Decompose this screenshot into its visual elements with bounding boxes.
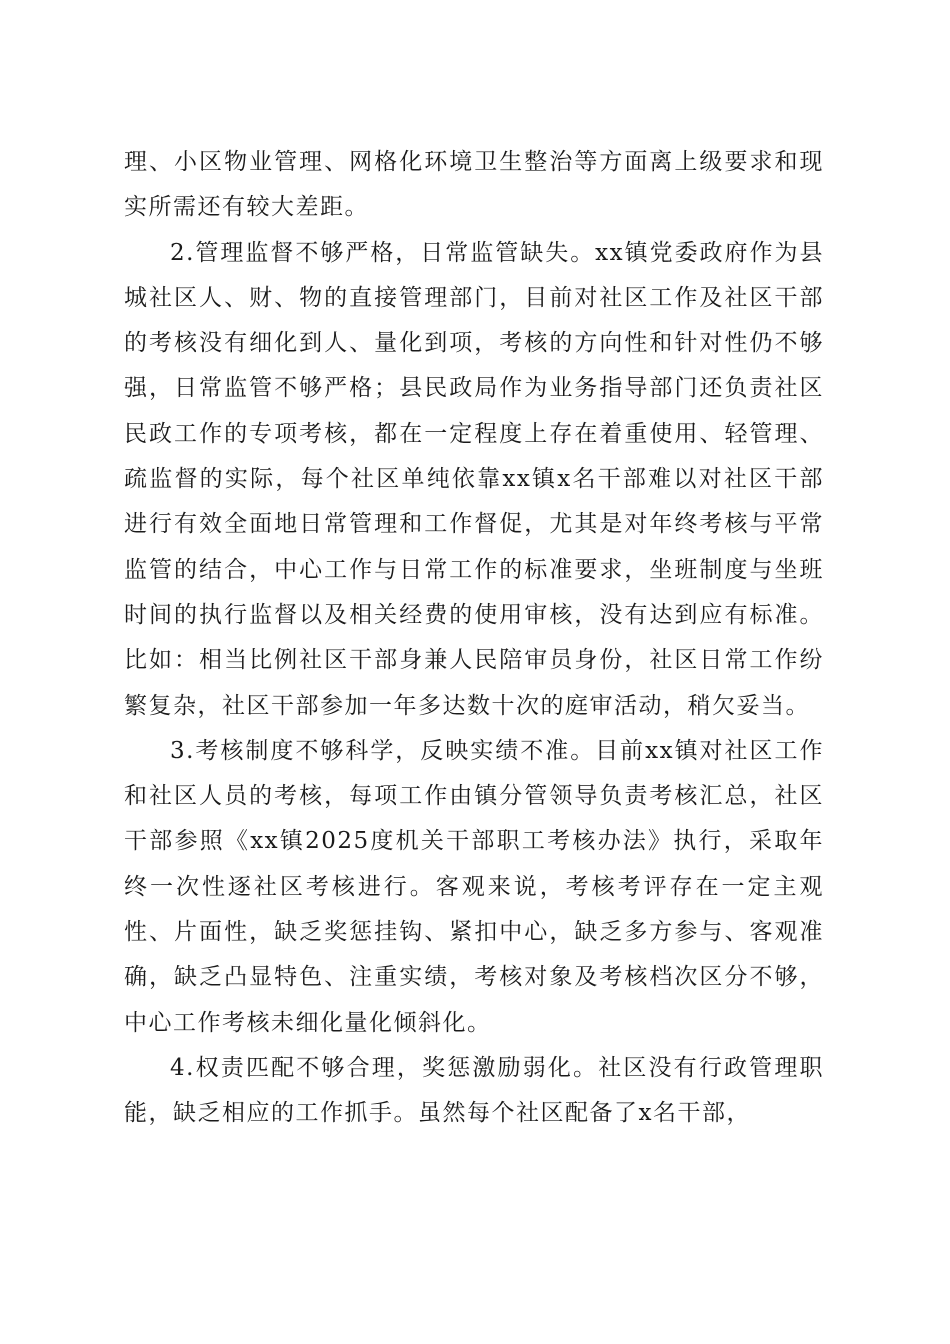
paragraph-item-4: 4.权责匹配不够合理，奖惩激励弱化。社区没有行政管理职能，缺乏相应的工作抓手。虽然每个社区配备了x名干部， xyxy=(124,1054,824,1127)
paragraph-item-3: 3.考核制度不够科学，反映实绩不准。目前xx镇对社区工作和社区人员的考核，每项工作由镇分管领导负责考核汇总，社区干部参照《xx镇2025度机关干部职工考核办法》执行，采取年终一次性逐社区考核进行。客观来说，考核考评存在一定主观性、片面性，缺乏奖惩挂钩、紧扣中心，缺乏多方参与、客观准确，缺乏凸显特色、注重实绩，考核对象及考核档次区分不够，中心工作考核未细化量化倾斜化。 xyxy=(124,737,824,1036)
paragraph-item-2: 2.管理监督不够严格，日常监管缺失。xx镇党委政府作为县城社区人、财、物的直接管理部门，目前对社区工作及社区干部的考核没有细化到人、量化到项，考核的方向性和针对性仍不够强，日常监管不够严格；县民政局作为业务指导部门还负责社区民政工作的专项考核，都在一定程度上存在着重使用、轻管理、疏监督的实际，每个社区单纯依靠xx镇x名干部难以对社区干部进行有效全面地日常管理和工作督促，尤其是对年终考核与平常监管的结合，中心工作与日常工作的标准要求，坐班制度与坐班时间的执行监督以及相关经费的使用审核，没有达到应有标准。比如：相当比例社区干部身兼人民陪审员身份，社区日常工作纷繁复杂，社区干部参加一年多达数十次的庭审活动，稍欠妥当。 xyxy=(124,239,824,719)
document-body xyxy=(124,140,824,1137)
paragraph-continuation: 理、小区物业管理、网格化环境卫生整治等方面离上级要求和现实所需还有较大差距。 xyxy=(124,149,824,221)
